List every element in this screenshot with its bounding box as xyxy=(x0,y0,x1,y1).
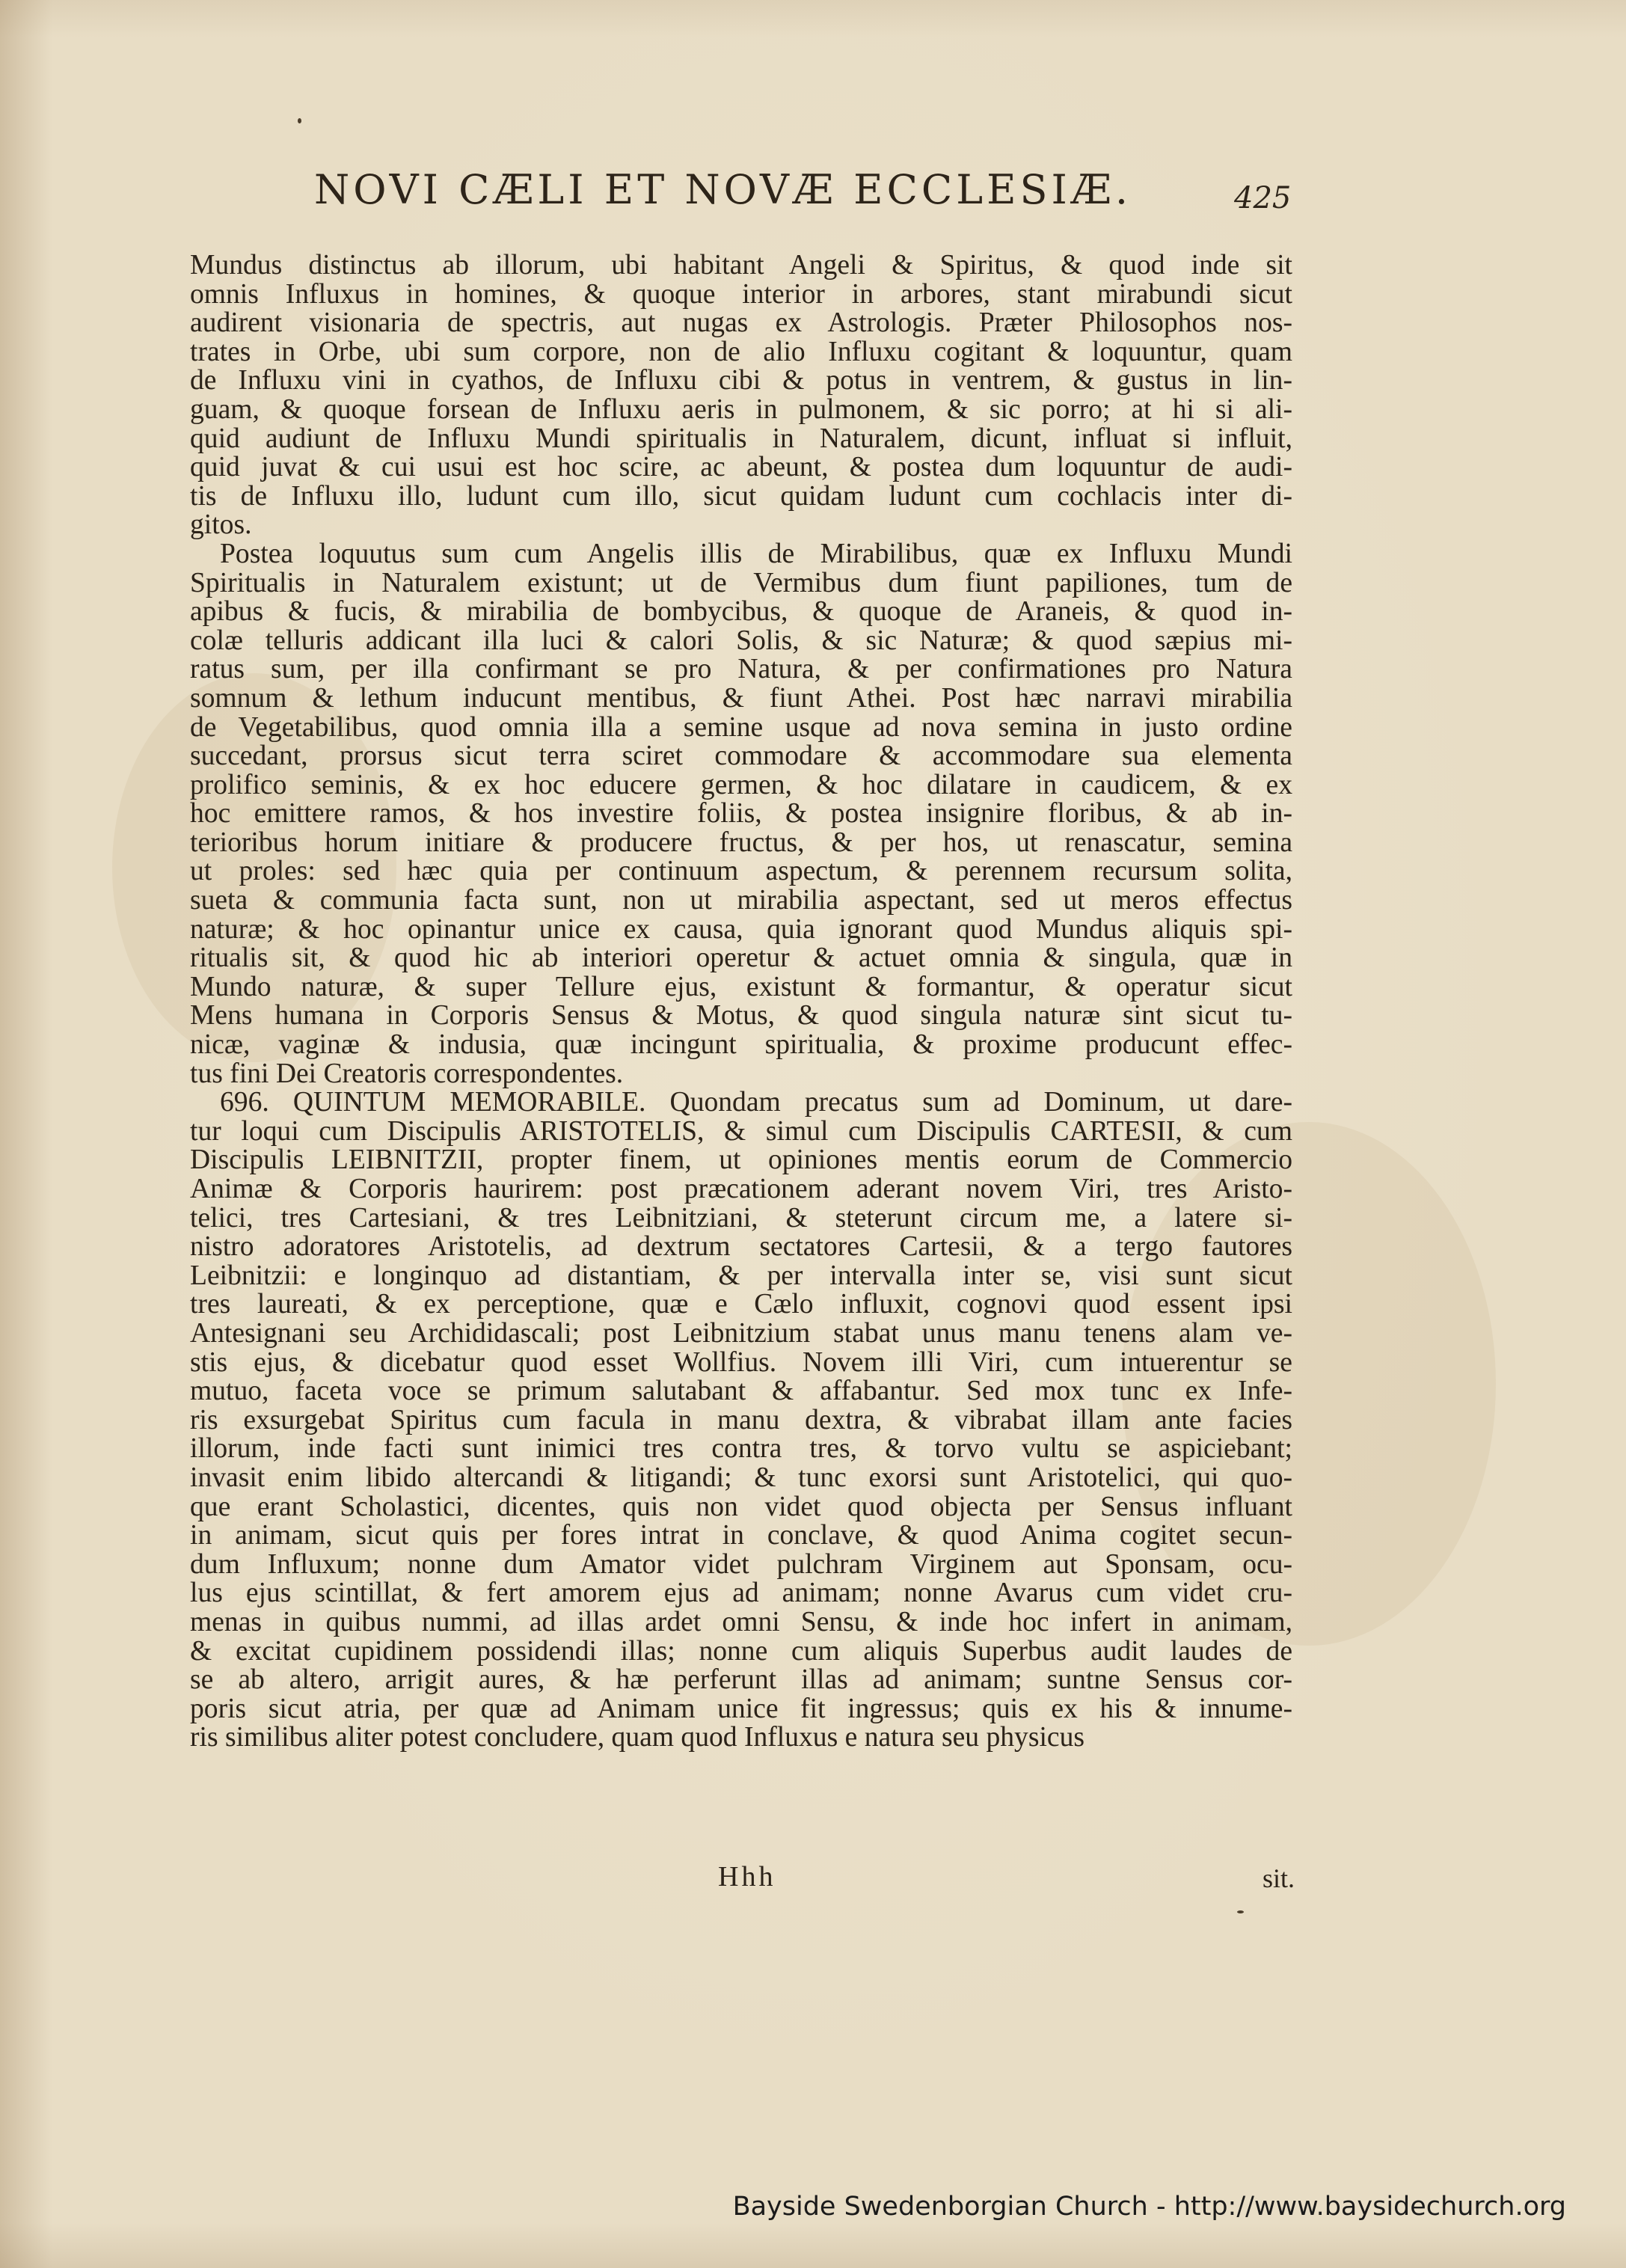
text-line: Antesignani seu Archididascali; post Leibnitzium stabat unus manu tenens alam ve- xyxy=(190,1317,1292,1349)
text-line: guam, & quoque forsean de Influxu aeris in pulmonem, & sic porro; at hi si ali- xyxy=(190,393,1292,425)
text-line: quid audiunt de Influxu Mundi spiritualis in Naturalem, dicunt, influat si influit, xyxy=(190,423,1292,454)
body-text xyxy=(190,251,1292,1753)
text-line: hoc emittere ramos, & hos investire foliis, & postea insignire floribus, & ab in- xyxy=(190,798,1292,830)
text-line: somnum & lethum inducunt mentibus, & fiunt Athei. Post hæc narravi mirabilia xyxy=(190,682,1292,714)
text-line: telici, tres Cartesiani, & tres Leibnitziani, & steterunt circum me, a latere si- xyxy=(190,1202,1292,1233)
text-line: poris sicut atria, per quæ ad Animam unice fit ingressus; quis ex his & innume- xyxy=(190,1693,1292,1724)
text-line: 696. QUINTUM MEMORABILE. Quondam precatus sum ad Dominum, ut dare- xyxy=(220,1087,1292,1118)
text-line: ris exsurgebat Spiritus cum facula in manu dextra, & vibrabat illam ante facies xyxy=(190,1404,1292,1435)
text-line: nistro adoratores Aristotelis, ad dextrum sectatores Cartesii, & a tergo fautores xyxy=(190,1231,1292,1263)
text-line: & excitat cupidinem possidendi illas; nonne cum aliquis Superbus audit laudes de xyxy=(190,1635,1292,1667)
text-line: nicæ, vaginæ & indusia, quæ incingunt spiritualia, & proxime producunt effec- xyxy=(190,1029,1292,1061)
text-line: audirent visionaria de spectris, aut nugas ex Astrologis. Præter Philosophos nos- xyxy=(190,307,1292,339)
text-line: de Influxu vini in cyathos, de Influxu cibi & potus in ventrem, & gustus in lin- xyxy=(190,365,1292,396)
text-line: mutuo, faceta voce se primum salutabant & affabantur. Sed mox tunc ex Infe- xyxy=(190,1376,1292,1407)
text-line: ris similibus aliter potest concludere, quam quod Influxus e natura seu physicus xyxy=(190,1722,1084,1753)
text-line: ratus sum, per illa confirmant se pro Natura, & per confirmationes pro Natura xyxy=(190,654,1292,685)
text-line: in animam, sicut quis per fores intrat in conclave, & quod Anima cogitet secun- xyxy=(190,1520,1292,1551)
text-line: stis ejus, & dicebatur quod esset Wollfius. Novem illi Viri, cum intuerentur se xyxy=(190,1346,1292,1378)
text-line: ritualis sit, & quod hic ab interiori operetur & actuet omnia & singula, quæ in xyxy=(190,943,1292,974)
text-line: Mens humana in Corporis Sensus & Motus, & quod singula naturæ sint sicut tu- xyxy=(190,1000,1292,1032)
text-line: Animæ & Corporis haurirem: post præcationem aderant novem Viri, tres Aristo- xyxy=(190,1174,1292,1204)
catchword: sit. xyxy=(1263,1863,1295,1893)
text-line: menas in quibus nummi, ad illas ardet omni Sensu, & inde hoc infert in animam, xyxy=(190,1606,1292,1637)
text-line: terioribus horum initiare & producere fructus, & per hos, ut renascatur, semina xyxy=(190,827,1292,858)
text-line: Leibnitzii: e longinquo ad distantiam, & per intervalla inter se, visi sunt sicut xyxy=(190,1260,1292,1291)
text-line: Discipulis LEIBNITZII, propter finem, ut opiniones mentis eorum de Commercio xyxy=(190,1144,1292,1176)
text-line: lus ejus scintillat, & fert amorem ejus ad animam; nonne Avarus cum videt cru- xyxy=(190,1578,1292,1609)
text-line: trates in Orbe, ubi sum corpore, non de alio Influxu cogitant & loquuntur, quam xyxy=(190,336,1292,367)
text-line: naturæ; & hoc opinantur unice ex causa, quia ignorant quod Mundus aliquis spi- xyxy=(190,913,1292,945)
ink-speck xyxy=(1237,1910,1244,1913)
running-title: NOVI CÆLI ET NOVÆ ECCLESIÆ. xyxy=(314,166,1132,213)
text-line: Mundus distinctus ab illorum, ubi habitant Angeli & Spiritus, & quod inde sit xyxy=(190,250,1292,281)
text-line: omnis Influxus in homines, & quoque interior in arbores, stant mirabundi sicut xyxy=(190,278,1292,310)
text-line: tus fini Dei Creatoris correspondentes. xyxy=(190,1058,624,1089)
text-line: Mundo naturæ, & super Tellure ejus, existunt & formantur, & operatur sicut xyxy=(190,971,1292,1002)
text-line: apibus & fucis, & mirabilia de bombycibus, & quoque de Araneis, & quod in- xyxy=(190,596,1292,628)
text-line: dum Influxum; nonne dum Amator videt pulchram Virginem aut Sponsam, ocu- xyxy=(190,1548,1292,1580)
text-line: tur loqui cum Discipulis ARISTOTELIS, & simul cum Discipulis CARTESII, & cum xyxy=(190,1115,1292,1147)
text-line: tis de Influxu illo, ludunt cum illo, sicut quidam ludunt cum cochlacis inter di- xyxy=(190,480,1292,512)
text-line: illorum, inde facti sunt inimici tres contra tres, & torvo vultu se aspiciebant; xyxy=(190,1433,1292,1465)
text-line: colæ telluris addicant illa luci & calori Solis, & sic Naturæ; & quod sæpius mi- xyxy=(190,625,1292,656)
text-line: Spiritualis in Naturalem existunt; ut de Vermibus dum fiunt papiliones, tum de xyxy=(190,567,1292,598)
text-line: Postea loquutus sum cum Angelis illis de Mirabilibus, quæ ex Influxu Mundi xyxy=(220,538,1292,569)
text-line: de Vegetabilibus, quod omnia illa a semine usque ad nova semina in justo ordine xyxy=(190,711,1292,743)
text-line: invasit enim libido altercandi & litigandi; & tunc exorsi sunt Aristotelici, qui quo- xyxy=(190,1462,1292,1493)
watermark-text: Bayside Swedenborgian Church - http://www.baysidechurch.org xyxy=(732,2192,1566,2222)
ink-speck xyxy=(298,118,301,123)
text-line: tres laureati, & ex perceptione, quæ e Cælo influxit, cognovi quod essent ipsi xyxy=(190,1289,1292,1320)
page-number: 425 xyxy=(1234,181,1292,215)
signature-mark: Hhh xyxy=(718,1861,776,1892)
text-line: succedant, prorsus sicut terra sciret commodare & accommodare sua elementa xyxy=(190,741,1292,772)
text-line: quid juvat & cui usui est hoc scire, ac abeunt, & postea dum loquuntur de audi- xyxy=(190,452,1292,483)
page-header xyxy=(314,166,1301,226)
text-line: que erant Scholastici, dicentes, quis non videt quod objecta per Sensus influant xyxy=(190,1491,1292,1522)
text-line: prolifico seminis, & ex hoc educere germen, & hoc dilatare in caudicem, & ex xyxy=(190,769,1292,800)
text-line: ut proles: sed hæc quia per continuum aspectum, & perennem recursum solita, xyxy=(190,856,1292,887)
text-line: gitos. xyxy=(190,509,252,541)
text-line: se ab altero, arrigit aures, & hæ perferunt illas ad animam; suntne Sensus cor- xyxy=(190,1664,1292,1696)
text-line: sueta & communia facta sunt, non ut mirabilia aspectant, sed ut meros effectus xyxy=(190,885,1292,916)
